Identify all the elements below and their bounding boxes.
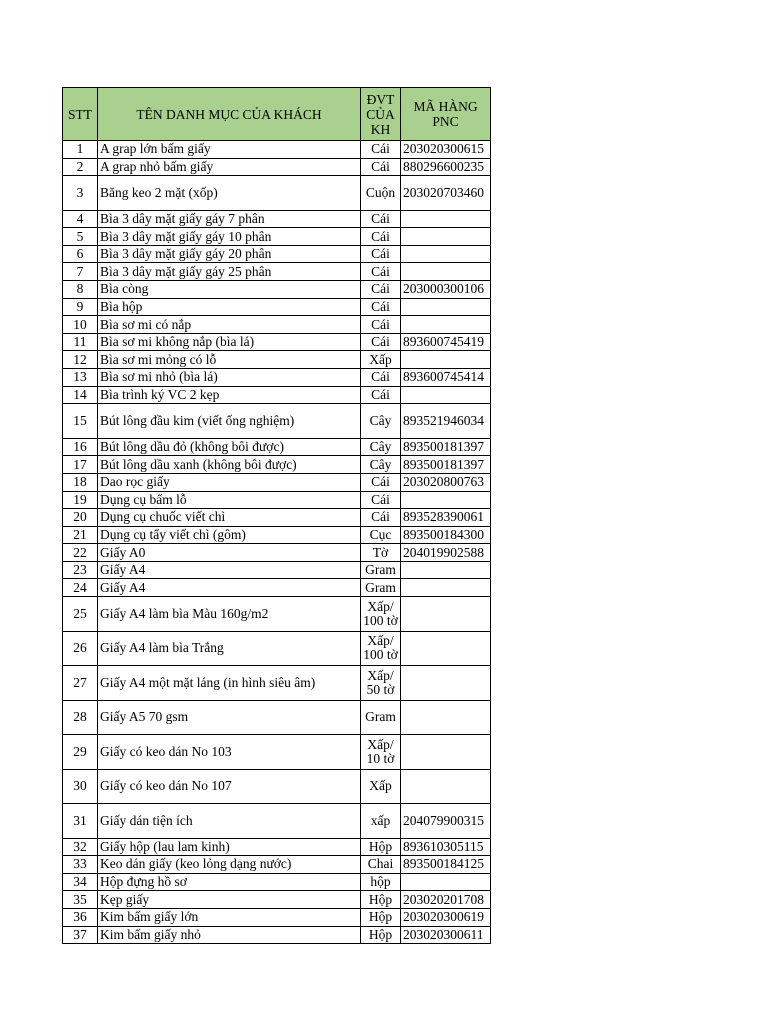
unit-cell[interactable]: Cái bbox=[361, 210, 401, 228]
unit-cell[interactable]: Cây bbox=[361, 404, 401, 439]
table-row bbox=[63, 769, 491, 804]
unit-cell[interactable]: Cái bbox=[361, 141, 401, 159]
table-row bbox=[63, 908, 491, 926]
unit-cell[interactable]: Tờ bbox=[361, 544, 401, 562]
unit-cell[interactable]: Hộp bbox=[361, 908, 401, 926]
row-number-cell[interactable]: 21 bbox=[63, 526, 98, 544]
row-number-cell[interactable]: 11 bbox=[63, 333, 98, 351]
row-number-cell[interactable]: 37 bbox=[63, 926, 98, 944]
product-code-cell[interactable]: 893521946034 bbox=[401, 404, 491, 439]
unit-cell[interactable]: Gram bbox=[361, 561, 401, 579]
item-name-cell[interactable]: Bút lông dầu đỏ (không bôi được) bbox=[98, 438, 361, 456]
table-row bbox=[63, 141, 491, 159]
row-number-cell[interactable]: 14 bbox=[63, 386, 98, 404]
product-code-cell[interactable]: 893500184125 bbox=[401, 856, 491, 874]
row-number-cell[interactable]: 35 bbox=[63, 891, 98, 909]
header-product-code[interactable]: MÃ HÀNG PNC bbox=[401, 88, 491, 141]
item-name-cell[interactable]: Kim bấm giấy nhỏ bbox=[98, 926, 361, 944]
item-name-cell[interactable]: Giấy A4 bbox=[98, 579, 361, 597]
unit-cell[interactable]: Cái bbox=[361, 369, 401, 387]
row-number-cell[interactable]: 30 bbox=[63, 769, 98, 804]
row-number-cell[interactable]: 4 bbox=[63, 210, 98, 228]
table-row bbox=[63, 298, 491, 316]
product-code-cell[interactable] bbox=[401, 769, 491, 804]
header-stt[interactable]: STT bbox=[63, 88, 98, 141]
row-number-cell[interactable]: 23 bbox=[63, 561, 98, 579]
table-row bbox=[63, 438, 491, 456]
table-row bbox=[63, 891, 491, 909]
table-row bbox=[63, 456, 491, 474]
unit-cell[interactable]: Cái bbox=[361, 263, 401, 281]
product-code-cell[interactable]: 893600745414 bbox=[401, 369, 491, 387]
unit-cell[interactable]: Xấp bbox=[361, 351, 401, 369]
unit-cell[interactable]: Gram bbox=[361, 579, 401, 597]
unit-cell[interactable]: Cái bbox=[361, 245, 401, 263]
product-code-cell[interactable]: 203020201708 bbox=[401, 891, 491, 909]
table-row bbox=[63, 351, 491, 369]
product-code-cell[interactable] bbox=[401, 579, 491, 597]
product-code-cell[interactable]: 203000300106 bbox=[401, 281, 491, 299]
row-number-cell[interactable]: 31 bbox=[63, 804, 98, 839]
unit-cell[interactable]: Xấp/ 50 tờ bbox=[361, 666, 401, 701]
item-name-cell[interactable]: A grap nhỏ bấm giấy bbox=[98, 158, 361, 176]
table-row bbox=[63, 210, 491, 228]
product-code-cell[interactable] bbox=[401, 386, 491, 404]
row-number-cell[interactable]: 1 bbox=[63, 141, 98, 159]
table-row bbox=[63, 838, 491, 856]
row-number-cell[interactable]: 22 bbox=[63, 544, 98, 562]
row-number-cell[interactable]: 26 bbox=[63, 631, 98, 666]
row-number-cell[interactable]: 7 bbox=[63, 263, 98, 281]
header-unit[interactable]: ĐVT CỦA KH bbox=[361, 88, 401, 141]
item-name-cell[interactable]: Bìa sơ mi nhỏ (bìa lá) bbox=[98, 369, 361, 387]
item-name-cell[interactable]: Bìa còng bbox=[98, 281, 361, 299]
item-name-cell[interactable]: Băng keo 2 mặt (xốp) bbox=[98, 176, 361, 211]
item-name-cell[interactable]: Giấy A4 làm bìa Trắng bbox=[98, 631, 361, 666]
table-row bbox=[63, 263, 491, 281]
row-number-cell[interactable]: 20 bbox=[63, 509, 98, 527]
product-code-cell[interactable]: 203020703460 bbox=[401, 176, 491, 211]
unit-cell[interactable]: Cái bbox=[361, 158, 401, 176]
row-number-cell[interactable]: 12 bbox=[63, 351, 98, 369]
item-name-cell[interactable]: Giấy A5 70 gsm bbox=[98, 700, 361, 735]
row-number-cell[interactable]: 19 bbox=[63, 491, 98, 509]
product-code-cell[interactable] bbox=[401, 666, 491, 701]
table-row bbox=[63, 228, 491, 246]
row-number-cell[interactable]: 3 bbox=[63, 176, 98, 211]
item-name-cell[interactable]: Bìa 3 dây mặt giấy gáy 10 phân bbox=[98, 228, 361, 246]
spreadsheet-table bbox=[62, 87, 491, 944]
unit-cell[interactable]: Cái bbox=[361, 473, 401, 491]
unit-cell[interactable]: Cuộn bbox=[361, 176, 401, 211]
product-code-cell[interactable] bbox=[401, 210, 491, 228]
table-row bbox=[63, 491, 491, 509]
table-row bbox=[63, 579, 491, 597]
table-row bbox=[63, 561, 491, 579]
row-number-cell[interactable]: 2 bbox=[63, 158, 98, 176]
row-number-cell[interactable]: 15 bbox=[63, 404, 98, 439]
item-name-cell[interactable]: Giấy A4 một mặt láng (in hình siêu âm) bbox=[98, 666, 361, 701]
table-row bbox=[63, 666, 491, 701]
row-number-cell[interactable]: 9 bbox=[63, 298, 98, 316]
item-name-cell[interactable]: Bìa trình ký VC 2 kẹp bbox=[98, 386, 361, 404]
unit-cell[interactable]: Xấp/ 100 tờ bbox=[361, 631, 401, 666]
item-name-cell[interactable]: Giấy A4 bbox=[98, 561, 361, 579]
product-code-cell[interactable]: 893600745419 bbox=[401, 333, 491, 351]
row-number-cell[interactable]: 29 bbox=[63, 735, 98, 770]
table-row bbox=[63, 873, 491, 891]
unit-cell[interactable]: Xấp/ 10 tờ bbox=[361, 735, 401, 770]
row-number-cell[interactable]: 33 bbox=[63, 856, 98, 874]
product-code-cell[interactable] bbox=[401, 561, 491, 579]
table-row bbox=[63, 245, 491, 263]
table-row bbox=[63, 526, 491, 544]
table-row bbox=[63, 404, 491, 439]
unit-cell[interactable]: Cái bbox=[361, 281, 401, 299]
table-row bbox=[63, 158, 491, 176]
item-name-cell[interactable]: Dụng cụ tẩy viết chì (gôm) bbox=[98, 526, 361, 544]
unit-cell[interactable]: Cái bbox=[361, 491, 401, 509]
item-name-cell[interactable]: Bìa hộp bbox=[98, 298, 361, 316]
item-name-cell[interactable]: Giấy có keo dán No 103 bbox=[98, 735, 361, 770]
row-number-cell[interactable]: 34 bbox=[63, 873, 98, 891]
product-code-cell[interactable] bbox=[401, 351, 491, 369]
row-number-cell[interactable]: 32 bbox=[63, 838, 98, 856]
table-row bbox=[63, 926, 491, 944]
unit-cell[interactable]: Cái bbox=[361, 228, 401, 246]
item-name-cell[interactable]: Dụng cụ chuốc viết chì bbox=[98, 509, 361, 527]
item-name-cell[interactable]: Kẹp giấy bbox=[98, 891, 361, 909]
table-row bbox=[63, 473, 491, 491]
unit-cell[interactable]: Xấp bbox=[361, 769, 401, 804]
row-number-cell[interactable]: 17 bbox=[63, 456, 98, 474]
item-name-cell[interactable]: Giấy A0 bbox=[98, 544, 361, 562]
unit-cell[interactable]: Cái bbox=[361, 386, 401, 404]
product-code-cell[interactable] bbox=[401, 316, 491, 334]
row-number-cell[interactable]: 8 bbox=[63, 281, 98, 299]
row-number-cell[interactable]: 36 bbox=[63, 908, 98, 926]
unit-cell[interactable]: Cây bbox=[361, 438, 401, 456]
item-name-cell[interactable]: Giấy có keo dán No 107 bbox=[98, 769, 361, 804]
product-code-cell[interactable] bbox=[401, 873, 491, 891]
row-number-cell[interactable]: 13 bbox=[63, 369, 98, 387]
item-name-cell[interactable]: Bìa sơ mi có nắp bbox=[98, 316, 361, 334]
table-row bbox=[63, 316, 491, 334]
product-code-cell[interactable]: 880296600235 bbox=[401, 158, 491, 176]
product-code-cell[interactable] bbox=[401, 245, 491, 263]
header-item-name[interactable]: TÊN DANH MỤC CỦA KHÁCH bbox=[98, 88, 361, 141]
table-row bbox=[63, 544, 491, 562]
header-row bbox=[63, 88, 491, 141]
unit-cell[interactable]: Cái bbox=[361, 333, 401, 351]
product-code-cell[interactable] bbox=[401, 228, 491, 246]
table-row bbox=[63, 700, 491, 735]
item-name-cell[interactable]: Giấy dán tiện ích bbox=[98, 804, 361, 839]
item-name-cell[interactable]: Kim bấm giấy lớn bbox=[98, 908, 361, 926]
row-number-cell[interactable]: 24 bbox=[63, 579, 98, 597]
row-number-cell[interactable]: 25 bbox=[63, 597, 98, 632]
product-code-cell[interactable]: 204079900315 bbox=[401, 804, 491, 839]
product-code-cell[interactable]: 893500181397 bbox=[401, 456, 491, 474]
table-row bbox=[63, 856, 491, 874]
unit-cell[interactable]: Chai bbox=[361, 856, 401, 874]
unit-cell[interactable]: Cây bbox=[361, 456, 401, 474]
unit-cell[interactable]: xấp bbox=[361, 804, 401, 839]
product-code-cell[interactable] bbox=[401, 597, 491, 632]
item-name-cell[interactable]: Bìa 3 dây mặt giấy gáy 25 phân bbox=[98, 263, 361, 281]
item-name-cell[interactable]: Bút lông dầu xanh (không bôi được) bbox=[98, 456, 361, 474]
product-code-cell[interactable] bbox=[401, 700, 491, 735]
unit-cell[interactable]: Cái bbox=[361, 298, 401, 316]
table-row bbox=[63, 369, 491, 387]
row-number-cell[interactable]: 16 bbox=[63, 438, 98, 456]
unit-cell[interactable]: Xấp/ 100 tờ bbox=[361, 597, 401, 632]
item-name-cell[interactable]: Dao rọc giấy bbox=[98, 473, 361, 491]
item-name-cell[interactable]: A grap lớn bấm giấy bbox=[98, 141, 361, 159]
item-name-cell[interactable]: Bìa 3 dây mặt giấy gáy 20 phân bbox=[98, 245, 361, 263]
item-name-cell[interactable]: Bìa sơ mi không nắp (bìa lá) bbox=[98, 333, 361, 351]
item-name-cell[interactable]: Dụng cụ bấm lỗ bbox=[98, 491, 361, 509]
table-row bbox=[63, 735, 491, 770]
product-code-cell[interactable] bbox=[401, 631, 491, 666]
unit-cell[interactable]: hộp bbox=[361, 873, 401, 891]
table-row bbox=[63, 509, 491, 527]
product-code-cell[interactable]: 203020800763 bbox=[401, 473, 491, 491]
table-row bbox=[63, 631, 491, 666]
product-code-cell[interactable]: 203020300619 bbox=[401, 908, 491, 926]
unit-cell[interactable]: Hộp bbox=[361, 926, 401, 944]
product-code-cell[interactable]: 893528390061 bbox=[401, 509, 491, 527]
row-number-cell[interactable]: 27 bbox=[63, 666, 98, 701]
item-name-cell[interactable]: Bút lông đầu kim (viết ống nghiệm) bbox=[98, 404, 361, 439]
item-name-cell[interactable]: Bìa 3 dây mặt giấy gáy 7 phân bbox=[98, 210, 361, 228]
unit-cell[interactable]: Hộp bbox=[361, 838, 401, 856]
product-code-cell[interactable]: 893500181397 bbox=[401, 438, 491, 456]
item-name-cell[interactable]: Giấy A4 làm bìa Màu 160g/m2 bbox=[98, 597, 361, 632]
unit-cell[interactable]: Cục bbox=[361, 526, 401, 544]
product-code-cell[interactable]: 204019902588 bbox=[401, 544, 491, 562]
unit-cell[interactable]: Hộp bbox=[361, 891, 401, 909]
row-number-cell[interactable]: 18 bbox=[63, 473, 98, 491]
table-row bbox=[63, 804, 491, 839]
row-number-cell[interactable]: 6 bbox=[63, 245, 98, 263]
row-number-cell[interactable]: 10 bbox=[63, 316, 98, 334]
product-code-cell[interactable] bbox=[401, 735, 491, 770]
table-row bbox=[63, 386, 491, 404]
row-number-cell[interactable]: 28 bbox=[63, 700, 98, 735]
product-code-cell[interactable] bbox=[401, 298, 491, 316]
product-code-cell[interactable]: 893500184300 bbox=[401, 526, 491, 544]
item-name-cell[interactable]: Bìa sơ mi mỏng có lỗ bbox=[98, 351, 361, 369]
row-number-cell[interactable]: 5 bbox=[63, 228, 98, 246]
unit-cell[interactable]: Cái bbox=[361, 509, 401, 527]
item-name-cell[interactable]: Keo dán giấy (keo lỏng dạng nước) bbox=[98, 856, 361, 874]
product-code-cell[interactable]: 203020300615 bbox=[401, 141, 491, 159]
item-name-cell[interactable]: Hộp đựng hồ sơ bbox=[98, 873, 361, 891]
product-code-cell[interactable]: 893610305115 bbox=[401, 838, 491, 856]
unit-cell[interactable]: Gram bbox=[361, 700, 401, 735]
table-row bbox=[63, 333, 491, 351]
item-name-cell[interactable]: Giấy hộp (lau lam kinh) bbox=[98, 838, 361, 856]
product-code-cell[interactable] bbox=[401, 263, 491, 281]
product-code-cell[interactable]: 203020300611 bbox=[401, 926, 491, 944]
table-row bbox=[63, 597, 491, 632]
product-code-cell[interactable] bbox=[401, 491, 491, 509]
table-row bbox=[63, 281, 491, 299]
table-row bbox=[63, 176, 491, 211]
unit-cell[interactable]: Cái bbox=[361, 316, 401, 334]
